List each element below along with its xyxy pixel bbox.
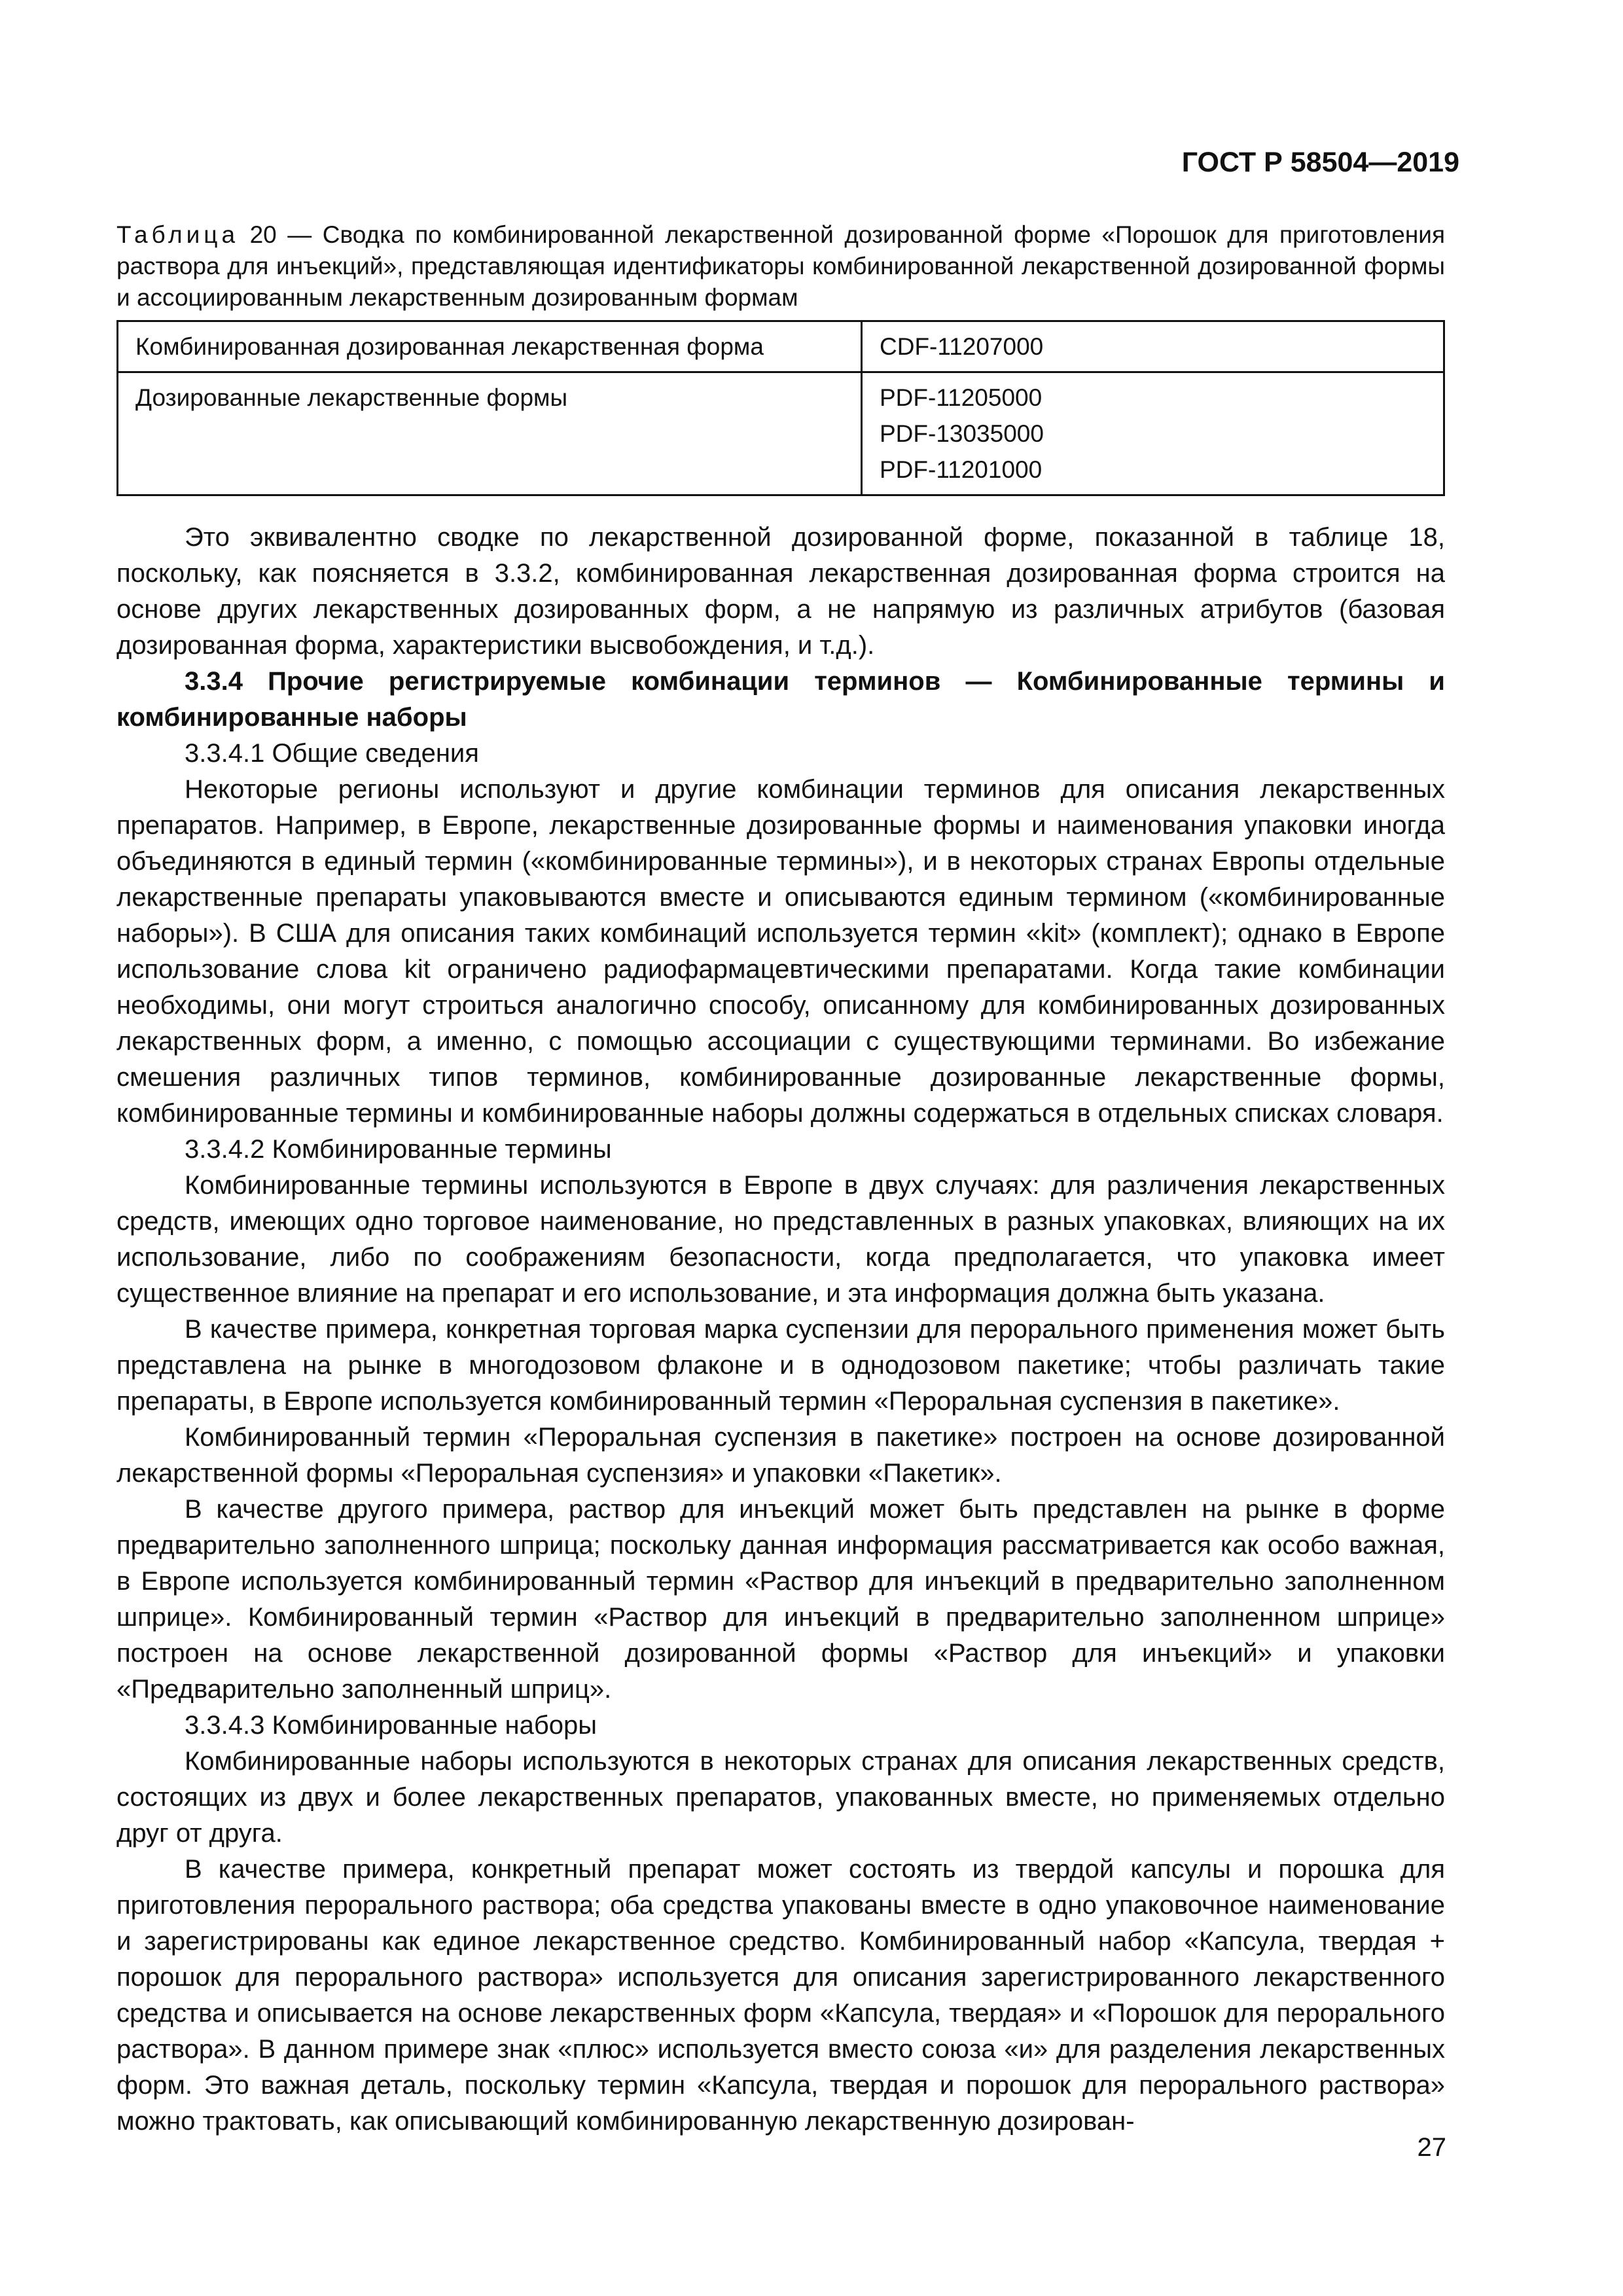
subsection-heading-3-3-4-3: 3.3.4.3 Комбинированные наборы [185,1711,597,1740]
page-content [116,219,1445,2140]
table-caption [116,219,1445,314]
subsection-heading-3-3-4-1: 3.3.4.1 Общие сведения [185,739,479,768]
body-paragraph: В качестве примера, конкретный препарат может состоять из твердой капсулы и порошка для приготовления перорального раствора; оба средства упакованы вместе в одно упаковочное наименование и зарегистрированы как единое лекарственное средство. Комбинированный набор «Капсула, твердая + порошок для перорального раствора» используется для описания зарегистрированного лекарственного средства и описывается на основе лекарственных форм «Капсула, твердая» и «Порошок для перорального раствора». В данном примере знак «плюс» используется вместо союза «и» для разделения лекарственных форм. Это важная деталь, поскольку термин «Капсула, твердая и порошок для перорального раствора» можно трактовать, как описывающий комбинированную лекарственную дозирован- [116,1855,1445,2136]
body-paragraph: Некоторые регионы используют и другие комбинации терминов для описания лекарственных препаратов. Например, в Европе, лекарственные дозированные формы и наименования упаковки иногда объединяются в единый термин («комбинированные термины»), и в некоторых странах Европы отдельные лекарственные препараты упаковываются вместе и описываются единым термином («комбинированные наборы»). В США для описания таких комбинаций используется термин «kit» (комплект); однако в Европе использование слова kit ограничено радиофармацевтическими препаратами. Когда такие комбинации необходимы, они могут строиться аналогично способу, описанному для комбинированных дозированных лекарственных форм, а именно, с помощью ассоциации с существующими терминами. Во избежание смешения различных типов терминов, комбинированные дозированные лекарственные формы, комбинированные термины и комбинированные наборы должны содержаться в отдельных списках словаря. [116,775,1445,1128]
table-cell-value [862,321,1444,372]
table-cell-label: Комбинированная дозированная лекарственная форма [118,321,862,372]
body-paragraph: В качестве другого примера, раствор для инъекций может быть представлен на рынке в форме предварительно заполненного шприца; поскольку данная информация рассматривается как особо важная, в Европе используется комбинированный термин «Раствор для инъекций в предварительно заполненном шприце». Комбинированный термин «Раствор для инъекций в предварительно заполненном шприце» построен на основе лекарственной дозированной формы «Раствор для инъекций» и упаковки «Предварительно заполненный шприц». [116,1495,1445,1704]
document-code-header: ГОСТ Р 58504—2019 [1181,147,1459,178]
identifier-value: PDF-13035000 [880,420,1044,447]
body-paragraph: Комбинированные термины используются в Европе в двух случаях: для различения лекарственных средств, имеющих одно торговое наименование, но представленных в разных упаковках, влияющих на их использование, либо по соображениям безопасности, когда предполагается, что упаковка имеет существенное влияние на препарат и его использование, и эта информация должна быть указана. [116,1171,1445,1308]
section-heading-3-3-4: 3.3.4 Прочие регистрируемые комбинации терминов — Комбинированные термины и комбинированные наборы [116,667,1445,732]
table-cell-value [862,372,1444,495]
table-caption-label: Таблица [116,221,240,248]
identifier-value: PDF-11201000 [880,456,1043,483]
table-cell-label: Дозированные лекарственные формы [118,372,862,495]
table-row [118,372,1444,495]
table-row [118,321,1444,372]
summary-table [116,320,1445,496]
body-paragraph: Комбинированные наборы используются в некоторых странах для описания лекарственных средств, состоящих из двух и более лекарственных препаратов, упакованных вместе, но применяемых отдельно друг от друга. [116,1747,1445,1848]
page-number: 27 [1417,2133,1446,2162]
table-caption-text: 20 — Сводка по комбинированной лекарственной дозированной форме «Порошок для приготовления раствора для инъекций», представляющая идентификаторы комбинированной лекарственной дозированной формы и ассоциированным лекарственным дозированным формам [116,221,1445,311]
body-paragraph: Это эквивалентно сводке по лекарственной дозированной форме, показанной в таблице 18, поскольку, как поясняется в 3.3.2, комбинированная лекарственная дозированная форма строится на основе других лекарственных дозированных форм, а не напрямую из различных атрибутов (базовая дозированная форма, характеристики высвобождения, и т.д.). [116,523,1445,660]
body-paragraph: В качестве примера, конкретная торговая марка суспензии для перорального применения может быть представлена на рынке в многодозовом флаконе и в однодозовом пакетике; чтобы различать такие препараты, в Европе используется комбинированный термин «Пероральная суспензия в пакетике». [116,1315,1445,1416]
identifier-value: CDF-11207000 [880,333,1044,360]
body-paragraph: Комбинированный термин «Пероральная суспензия в пакетике» построен на основе дозированной лекарственной формы «Пероральная суспензия» и упаковки «Пакетик». [116,1423,1445,1488]
subsection-heading-3-3-4-2: 3.3.4.2 Комбинированные термины [185,1135,612,1164]
identifier-value: PDF-11205000 [880,384,1043,411]
